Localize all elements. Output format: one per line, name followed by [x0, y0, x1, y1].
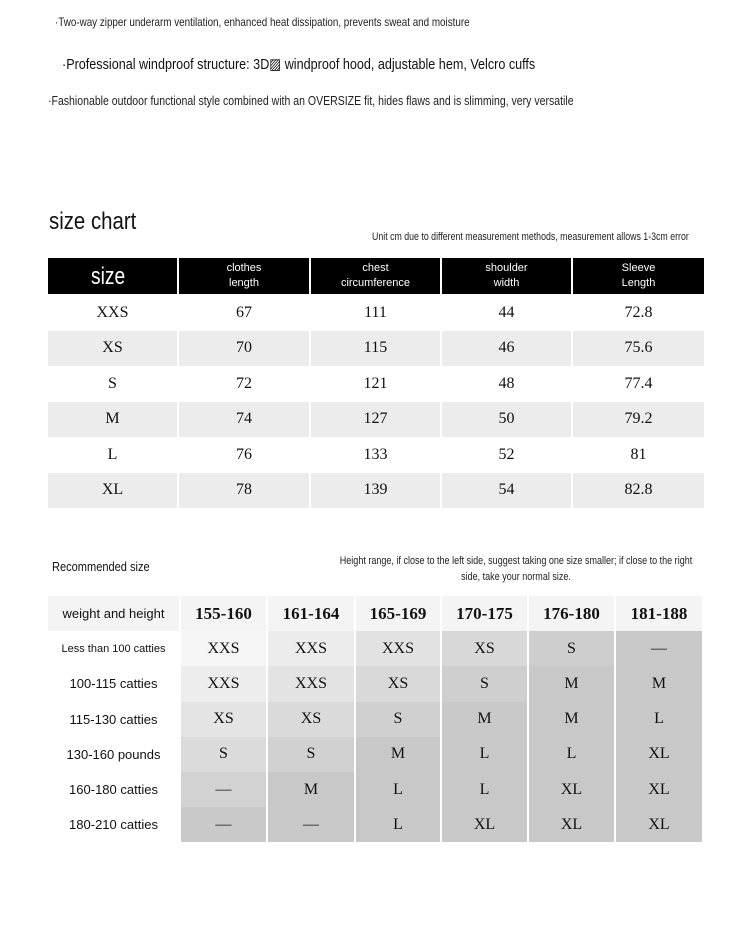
recommended-size-cell: XXS	[268, 666, 354, 701]
weight-label: 180-210 catties	[48, 807, 179, 842]
header-line1: Sleeve	[621, 262, 656, 274]
sleeve-cell: 77.4	[624, 374, 653, 392]
length-cell: 76	[236, 445, 252, 463]
height-header-cell: 176-180	[529, 596, 614, 631]
recommended-size-title	[52, 559, 167, 574]
length-cell: 67	[236, 303, 252, 321]
size-chart-table	[48, 258, 704, 508]
height-header-cell: 161-164	[268, 596, 354, 631]
size-cell: S	[108, 374, 117, 392]
recommended-size-cell: XL	[529, 772, 614, 807]
recommended-size-cell: M	[529, 666, 614, 701]
table-row	[48, 807, 704, 842]
recommended-size-cell: S	[356, 702, 440, 737]
recommended-size-cell: S	[529, 631, 614, 666]
height-header-cell: 170-175	[442, 596, 527, 631]
recommended-size-cell: XL	[616, 807, 702, 842]
feature-line-windproof	[62, 55, 625, 73]
recommended-size-cell: XL	[616, 772, 702, 807]
feature-text: ·Two-way zipper underarm ventilation, enhanced heat dissipation, prevents sweat and moisture	[55, 15, 470, 29]
table-row	[48, 437, 704, 473]
recommended-size-cell: M	[356, 737, 440, 772]
shoulder-cell: 44	[498, 303, 515, 321]
table-row	[48, 737, 704, 772]
weight-label: 115-130 catties	[48, 702, 179, 737]
shoulder-cell: 50	[442, 402, 571, 438]
weight-height-corner: weight and height	[48, 596, 179, 631]
header-sleeve	[573, 258, 704, 294]
table-row	[48, 366, 704, 402]
recommended-size-cell: XL	[616, 737, 702, 772]
recommended-size-cell: M	[529, 702, 614, 737]
chest-cell: 115	[311, 331, 440, 367]
height-header-cell: 181-188	[616, 596, 702, 631]
recommended-size-cell: L	[442, 737, 527, 772]
recommended-size-cell: L	[356, 807, 440, 842]
recommended-header-row	[48, 596, 704, 631]
recommended-size-cell: XL	[529, 807, 614, 842]
sleeve-cell: 82.8	[573, 473, 704, 509]
header-line2: width	[493, 277, 520, 289]
table-row	[48, 295, 704, 331]
header-shoulder	[442, 258, 571, 294]
feature-text: ·Professional windproof structure: 3D▨ windproof hood, adjustable hem, Velcro cuffs	[62, 56, 536, 73]
sleeve-cell: 79.2	[573, 402, 704, 438]
header-line2: Length	[621, 277, 656, 289]
recommended-size-cell: —	[268, 807, 354, 842]
chest-cell: 127	[311, 402, 440, 438]
size-chart-title	[49, 208, 152, 236]
header-size	[48, 258, 177, 294]
weight-label: 160-180 catties	[48, 772, 179, 807]
shoulder-cell: 48	[498, 374, 515, 392]
header-line1: clothes	[226, 262, 262, 274]
recommended-title-text: Recommended size	[52, 559, 150, 574]
recommended-size-cell: L	[356, 772, 440, 807]
header-size-label: size	[91, 262, 126, 290]
recommended-size-cell: —	[181, 807, 266, 842]
recommended-size-cell: XXS	[181, 666, 266, 701]
height-header-cell: 165-169	[356, 596, 440, 631]
recommended-size-cell: M	[268, 772, 354, 807]
recommended-size-cell: M	[442, 702, 527, 737]
table-row	[48, 666, 704, 701]
recommended-size-note	[300, 553, 732, 585]
table-row	[48, 473, 704, 509]
shoulder-cell: 52	[498, 445, 515, 463]
sleeve-cell: 72.8	[624, 303, 653, 321]
recommended-size-cell: XXS	[181, 631, 266, 666]
size-cell: L	[107, 445, 118, 463]
recommended-note-text: Height range, if close to the left side, suggest taking one size smaller; if close to the right side, take your normal size.	[339, 555, 693, 583]
size-chart-unit-note	[372, 231, 750, 243]
recommended-size-cell: XL	[442, 807, 527, 842]
recommended-size-cell: L	[442, 772, 527, 807]
recommended-size-cell: L	[616, 702, 702, 737]
weight-label: 130-160 pounds	[48, 737, 179, 772]
header-chest	[311, 258, 440, 294]
table-row	[48, 402, 704, 438]
table-row	[48, 702, 704, 737]
recommended-size-table	[48, 596, 704, 842]
recommended-size-cell: M	[616, 666, 702, 701]
length-cell: 74	[179, 402, 309, 438]
length-cell: 78	[179, 473, 309, 509]
size-cell: XXS	[96, 303, 129, 321]
feature-line-style	[48, 93, 697, 108]
header-line2: length	[229, 277, 259, 289]
length-cell: 72	[236, 374, 252, 392]
size-cell: M	[48, 402, 177, 438]
weight-label: 100-115 catties	[48, 666, 179, 701]
header-line1: shoulder	[485, 262, 528, 274]
recommended-size-cell: XXS	[268, 631, 354, 666]
header-line2: circumference	[340, 277, 411, 289]
chest-cell: 133	[363, 445, 388, 463]
size-chart-title-text: size chart	[49, 208, 137, 235]
recommended-size-cell: XS	[356, 666, 440, 701]
unit-note-text: Unit cm due to different measurement methods, measurement allows 1-3cm error	[372, 231, 689, 243]
recommended-size-cell: XS	[442, 631, 527, 666]
recommended-size-cell: XS	[181, 702, 266, 737]
height-header-cell: 155-160	[181, 596, 266, 631]
chest-cell: 139	[311, 473, 440, 509]
table-row	[48, 772, 704, 807]
header-line1: chest	[362, 262, 389, 274]
recommended-size-cell: S	[442, 666, 527, 701]
recommended-size-cell: S	[181, 737, 266, 772]
shoulder-cell: 46	[442, 331, 571, 367]
weight-label: Less than 100 catties	[48, 631, 179, 666]
table-row	[48, 631, 704, 666]
recommended-size-cell: XS	[268, 702, 354, 737]
chest-cell: 111	[364, 303, 387, 321]
recommended-size-cell: —	[181, 772, 266, 807]
length-cell: 70	[179, 331, 309, 367]
size-cell: XL	[48, 473, 177, 509]
size-cell: XS	[48, 331, 177, 367]
recommended-size-cell: —	[616, 631, 702, 666]
chest-cell: 121	[363, 374, 388, 392]
size-chart-header-row	[48, 258, 704, 294]
recommended-size-cell: L	[529, 737, 614, 772]
feature-text: ·Fashionable outdoor functional style combined with an OVERSIZE fit, hides flaws and is slimming, very versatile	[48, 93, 574, 108]
shoulder-cell: 54	[442, 473, 571, 509]
table-row	[48, 331, 704, 367]
recommended-size-cell: XXS	[356, 631, 440, 666]
feature-line-ventilation	[55, 15, 561, 29]
recommended-size-cell: S	[268, 737, 354, 772]
header-clothes-length	[179, 258, 309, 294]
sleeve-cell: 75.6	[573, 331, 704, 367]
sleeve-cell: 81	[630, 445, 647, 463]
